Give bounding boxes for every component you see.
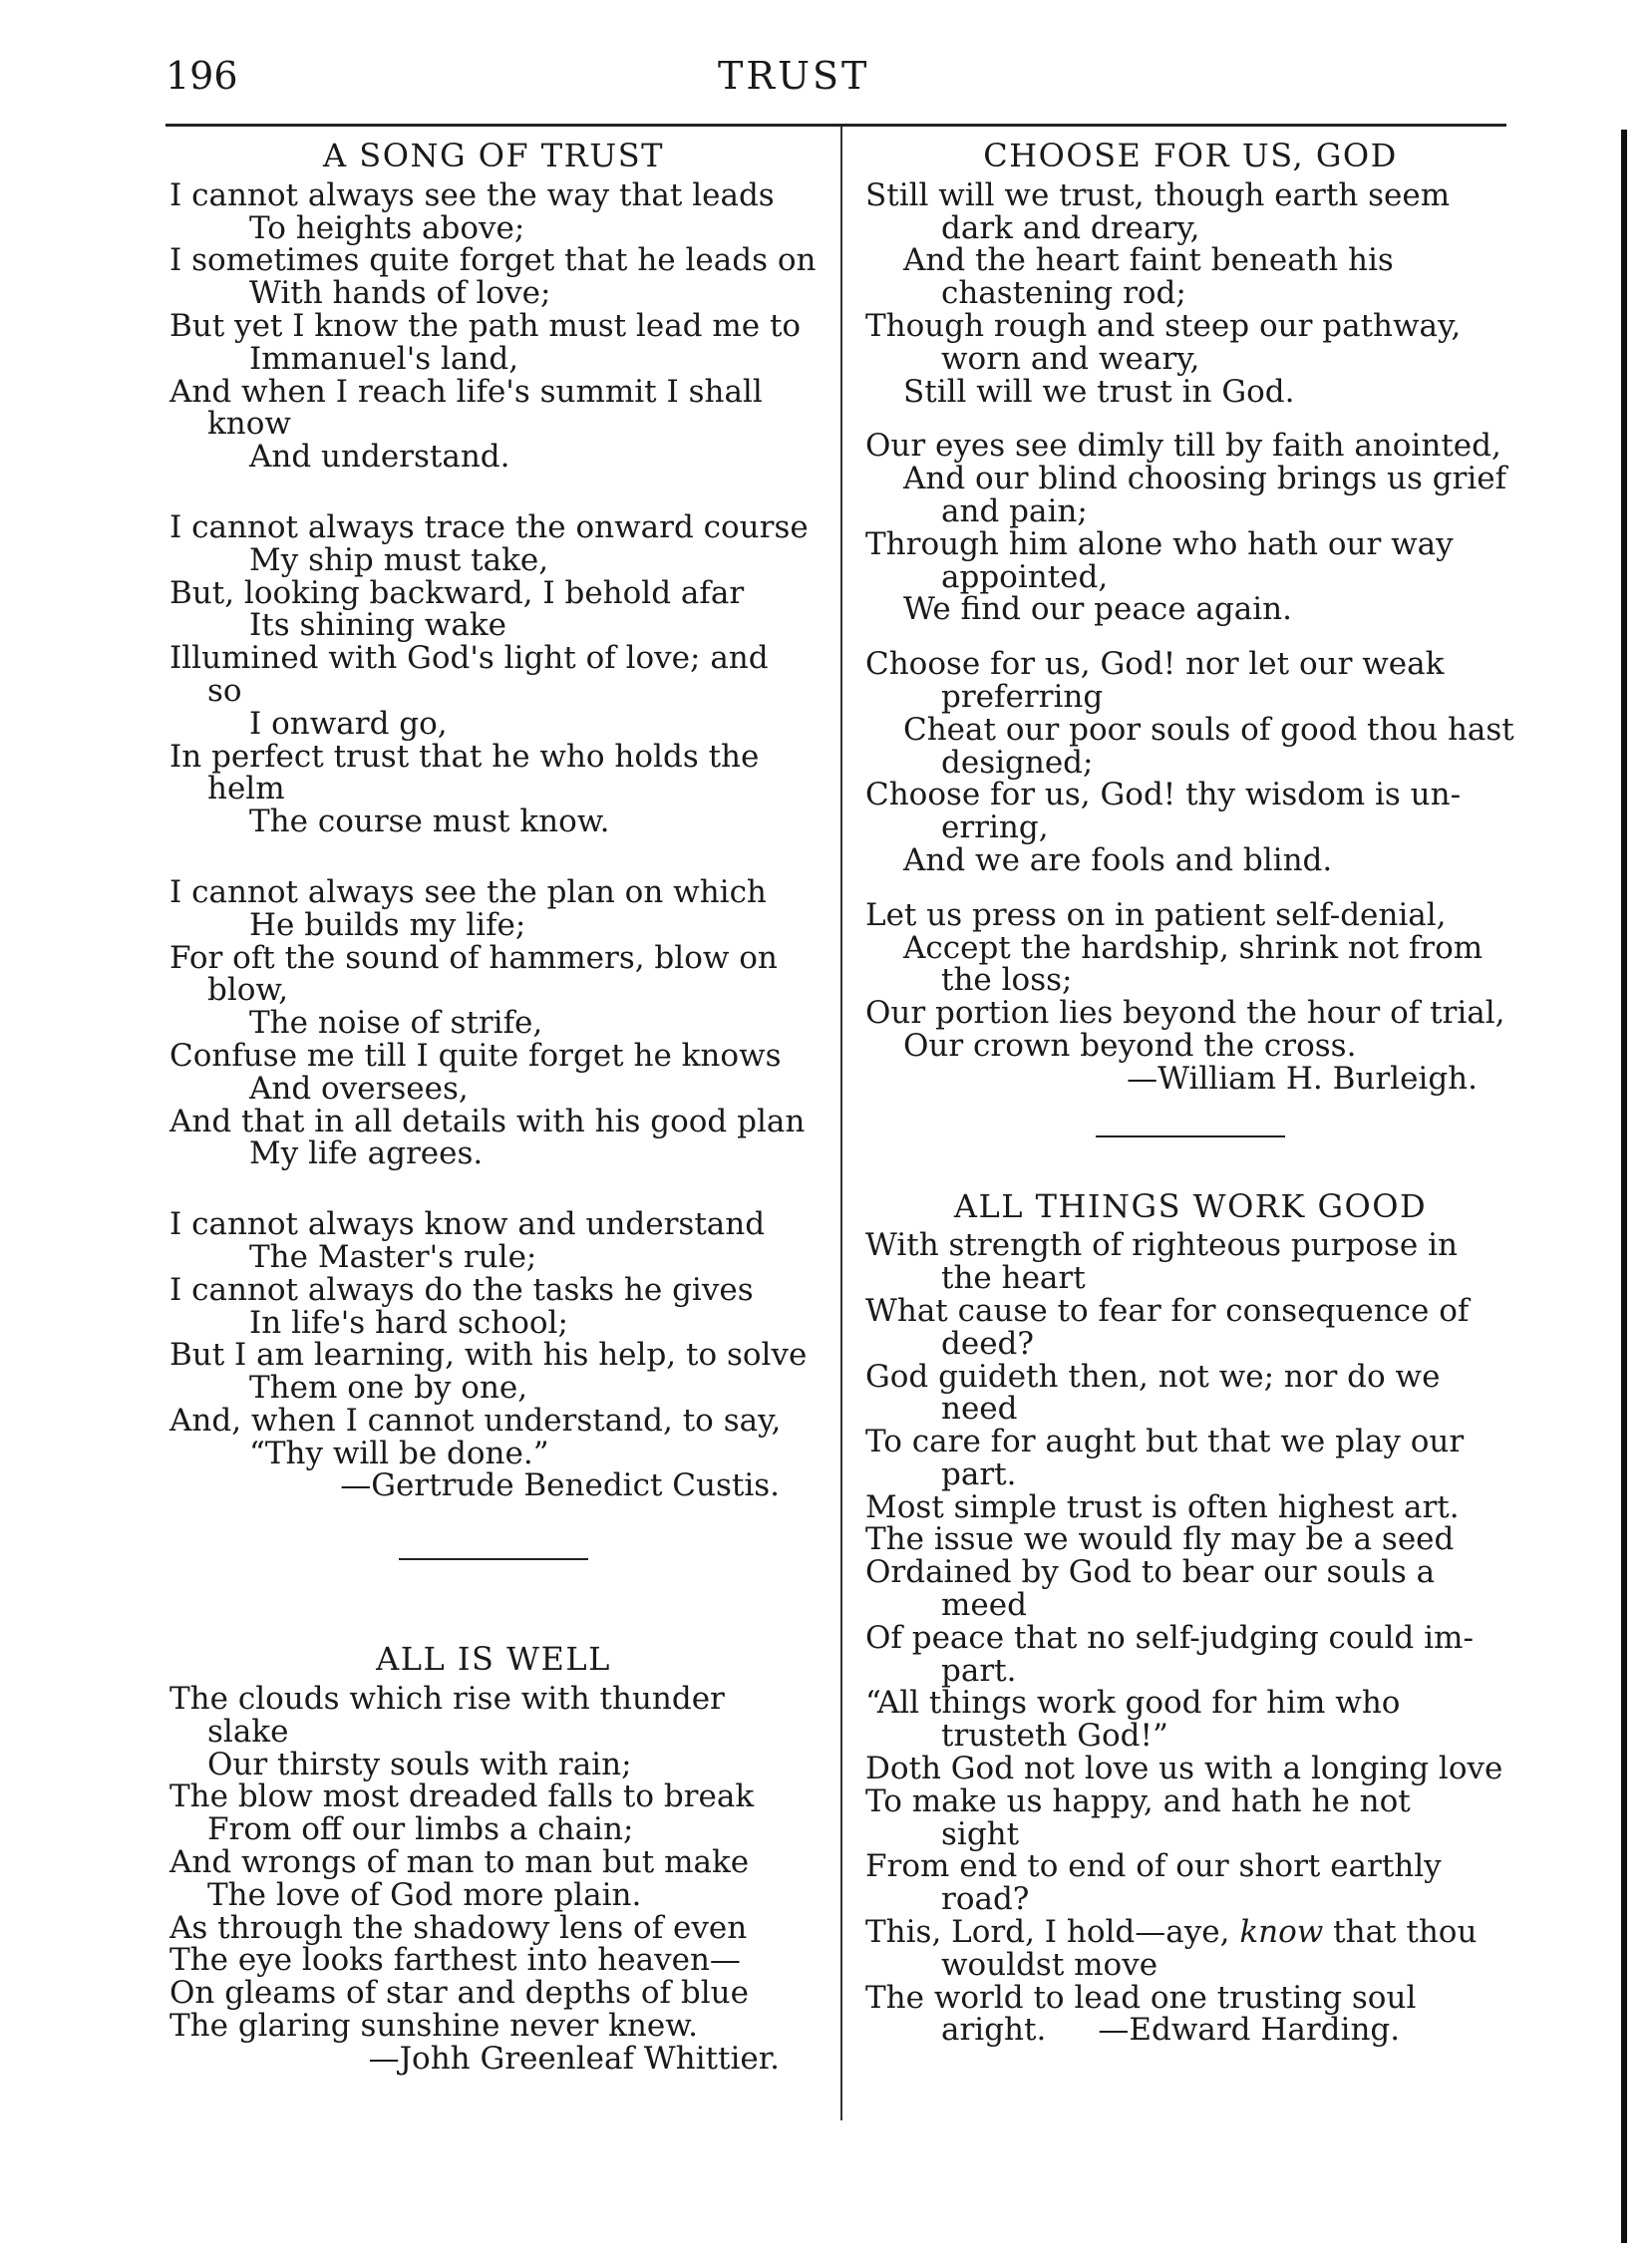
right-column: [865, 127, 1515, 2069]
poem-line: meed: [941, 1587, 1027, 1624]
poem-line: And we are fools and blind.: [903, 841, 1333, 878]
left-column: [169, 127, 818, 2098]
poem-line: He builds my life;: [249, 906, 526, 943]
poem-line: To care for aught but that we play our: [865, 1424, 1465, 1460]
poem-line: I onward go,: [249, 705, 448, 742]
poem-line: Its shining wake: [249, 607, 506, 644]
poem-line: chastening rod;: [941, 275, 1186, 312]
poem-line: From off our limbs a chain;: [207, 1811, 634, 1848]
poem-line: Still will we trust, though earth seem: [865, 176, 1451, 213]
stanza: [169, 176, 818, 476]
poem-line: Immanuel's land,: [249, 340, 519, 377]
poem-line: Let us press on in patient self-denial,: [865, 896, 1447, 933]
poem-line: the loss;: [941, 962, 1073, 999]
poem-line: so: [207, 672, 242, 709]
stanza: [865, 1229, 1515, 2047]
poem-title-choose-for-us-god: CHOOSE FOR US, GOD: [983, 137, 1398, 174]
poem-line: The blow most dreaded falls to break: [169, 1778, 755, 1815]
poem-line: Ordained by God to bear our souls a: [865, 1554, 1436, 1591]
poem-line: Choose for us, God! thy wisdom is un-: [865, 777, 1462, 813]
poem-line: Our portion lies beyond the hour of trial,: [865, 995, 1505, 1032]
poem-line: slake: [207, 1713, 289, 1750]
poem-line: I cannot always see the way that leads: [169, 176, 775, 213]
poem-line: deed?: [941, 1325, 1034, 1362]
column-divider: [840, 127, 842, 2120]
poem-line: From end to end of our short earthly: [865, 1848, 1442, 1885]
page-number: 196: [165, 54, 238, 98]
poem-line: And wrongs of man to man but make: [169, 1844, 750, 1881]
poem-line: helm: [207, 771, 285, 807]
poem-line: The love of God more plain.: [207, 1876, 642, 1913]
stanza: [169, 873, 818, 1172]
poem-line: God guideth then, not we; nor do we: [865, 1358, 1441, 1395]
line-text: This, Lord, I hold—aye,: [865, 1914, 1240, 1951]
poem-line: Our eyes see dimly till by faith anointed,: [865, 428, 1501, 465]
poem-line: And when I reach life's summit I shall: [169, 373, 763, 410]
poem-line: And, when I cannot understand, to say,: [169, 1402, 782, 1439]
poem-line: blow,: [207, 972, 289, 1009]
page-edge-shadow: [1621, 130, 1627, 2243]
poem-line: Choose for us, God! nor let our weak: [865, 646, 1445, 683]
poem-line: need: [941, 1391, 1018, 1428]
poem-line: As through the shadowy lens of even: [169, 1909, 748, 1946]
poem-line: And oversees,: [249, 1070, 469, 1107]
poem-line: worn and weary,: [941, 340, 1200, 377]
poem-title-all-things-work-good: ALL THINGS WORK GOOD: [953, 1186, 1428, 1225]
poem-line: My ship must take,: [249, 541, 549, 578]
poem-line: The course must know.: [249, 804, 610, 840]
poem-line: dark and dreary,: [941, 209, 1200, 246]
poem-title-all-is-well: ALL IS WELL: [376, 1640, 611, 1679]
poem-line: Our crown beyond the cross.: [903, 1027, 1357, 1064]
poem-line: Of peace that no self-judging could im-: [865, 1619, 1474, 1656]
poem-line: In perfect trust that he who holds the: [169, 738, 760, 775]
poem-line: For oft the sound of hammers, blow on: [169, 939, 778, 976]
running-title: TRUST: [718, 54, 870, 98]
poem-line: And the heart faint beneath his: [903, 242, 1394, 279]
emphasis-text: know: [1239, 1914, 1324, 1951]
poem-line: I cannot always know and understand: [169, 1206, 766, 1243]
poem-line: Though rough and steep our pathway,: [865, 307, 1462, 344]
poem-line: “Thy will be done.”: [249, 1435, 549, 1471]
poem-line: But I am learning, with his help, to solve: [169, 1337, 808, 1374]
poem-line: Illumined with God's light of love; and: [169, 640, 769, 677]
poem-line: The noise of strife,: [249, 1005, 543, 1042]
poem-line: And our blind choosing brings us grief: [903, 461, 1507, 497]
poem-line: I cannot always trace the onward course: [169, 508, 809, 545]
poem-line: part.: [941, 1455, 1017, 1492]
poem-line: In life's hard school;: [249, 1304, 568, 1341]
poem-line: We find our peace again.: [903, 591, 1292, 628]
line-text: that thou: [1323, 1914, 1478, 1951]
poem-attribution: —Johh Greenleaf Whittier.: [368, 2040, 780, 2077]
stanza: [865, 648, 1515, 877]
poem-line: To make us happy, and hath he not: [865, 1782, 1411, 1819]
section-divider-rule: [1096, 1135, 1285, 1137]
poem-line: My life agrees.: [249, 1135, 484, 1172]
poem-line: Our thirsty souls with rain;: [207, 1746, 632, 1782]
poem-line: Cheat our poor souls of good thou hast: [903, 711, 1514, 748]
poem-line: I cannot always do the tasks he gives: [169, 1271, 754, 1308]
stanza: [865, 430, 1515, 626]
poem-line: [865, 1916, 1515, 1949]
poem-line: What cause to fear for consequence of: [865, 1292, 1470, 1329]
poem-attribution: —William H. Burleigh.: [1127, 1060, 1478, 1097]
poem-line: And that in all details with his good plan: [169, 1103, 806, 1139]
poem-title-song-of-trust: A SONG OF TRUST: [323, 137, 664, 174]
poem-line: To heights above;: [249, 209, 525, 246]
poem-line: The Master's rule;: [249, 1238, 537, 1275]
poem-line: Through him alone who hath our way: [865, 525, 1454, 562]
poem-line: The world to lead one trusting soul: [865, 1979, 1417, 2016]
line-text: aright.: [941, 2012, 1047, 2049]
poem-line: Them one by one,: [249, 1370, 528, 1407]
poem-line: The issue we would fly may be a seed: [865, 1521, 1455, 1558]
poem-line: The clouds which rise with thunder: [169, 1681, 725, 1718]
poem-line: [865, 2014, 1515, 2047]
stanza: [169, 1683, 818, 2076]
poem-line: On gleams of star and depths of blue: [169, 1975, 749, 2012]
poem-line: appointed,: [941, 558, 1109, 595]
poem-line: I sometimes quite forget that he leads on: [169, 242, 817, 279]
poem-line: designed;: [941, 744, 1094, 781]
poem-line: Doth God not love us with a longing love: [865, 1751, 1503, 1787]
poem-line: trusteth God!”: [941, 1718, 1168, 1755]
poem-line: I cannot always see the plan on which: [169, 873, 767, 910]
stanza: [169, 508, 818, 840]
poem-line: Most simple trust is often highest art.: [865, 1488, 1460, 1525]
poem-line: The eye looks farthest into heaven—: [169, 1942, 741, 1979]
poem-line: The glaring sunshine never knew.: [169, 2008, 698, 2045]
poem-line: And understand.: [249, 439, 510, 476]
stanza: [169, 1208, 818, 1502]
poem-line: sight: [941, 1815, 1020, 1852]
poem-attribution: —Gertrude Benedict Custis.: [340, 1467, 780, 1504]
poem-line: Accept the hardship, shrink not from: [903, 929, 1484, 966]
poem-line: “All things work good for him who: [865, 1685, 1401, 1722]
section-divider-rule: [399, 1558, 588, 1560]
poem-line: Still will we trust in God.: [903, 373, 1295, 410]
poem-line: know: [207, 406, 291, 443]
poem-line: preferring: [941, 678, 1104, 715]
stanza: [865, 896, 1515, 1097]
poem-line: road?: [941, 1881, 1030, 1918]
poem-line: With hands of love;: [249, 275, 551, 312]
poem-line: part.: [941, 1652, 1017, 1689]
poem-line: and pain;: [941, 492, 1088, 529]
poem-line: erring,: [941, 809, 1049, 846]
stanza: [865, 176, 1515, 410]
poem-line: But yet I know the path must lead me to: [169, 307, 802, 344]
poem-line: Confuse me till I quite forget he knows: [169, 1037, 782, 1074]
poem-attribution: —Edward Harding.: [1098, 2012, 1401, 2049]
poem-line: But, looking backward, I behold afar: [169, 574, 745, 611]
poem-line: wouldst move: [941, 1946, 1158, 1983]
poem-line: the heart: [941, 1260, 1086, 1297]
poem-line: With strength of righteous purpose in: [865, 1227, 1458, 1264]
